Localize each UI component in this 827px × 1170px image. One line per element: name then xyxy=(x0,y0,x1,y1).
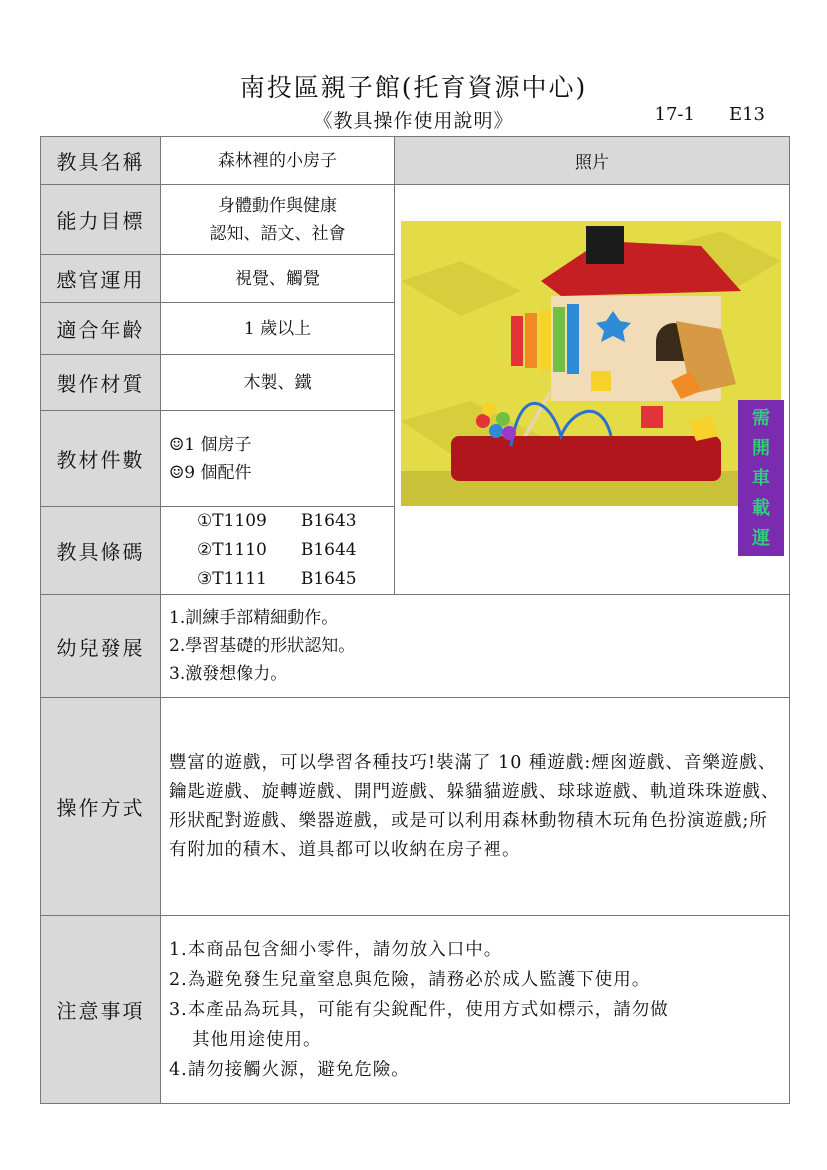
transport-char: 開 xyxy=(752,438,770,459)
sense-label: 感官運用 xyxy=(41,255,161,303)
barcode-b: B1644 xyxy=(300,540,357,560)
note-line: 4.請勿接觸火源，避免危險。 xyxy=(169,1059,410,1080)
op-value: 豐富的遊戲，可以學習各種技巧!裝滿了 10 種遊戲:煙囪遊戲、音樂遊戲、鑰匙遊戲、旋轉遊戲、開門遊戲、躲貓貓遊戲、球球遊戲、軌道珠珠遊戲、形狀配對遊戲、樂器遊戲，或是可以利用森林動物積木玩角色扮演遊戲;所有附加的積木、道具都可以收納在房子裡。 xyxy=(161,698,790,916)
instruction-table xyxy=(40,136,790,1104)
note-line: 1.本商品包含細小零件，請勿放入口中。 xyxy=(169,939,503,960)
code-left: 17-1 xyxy=(654,104,695,125)
code-right: E13 xyxy=(728,104,765,125)
photo-label: 照片 xyxy=(395,137,790,185)
dev-line: 1.訓練手部精細動作。 xyxy=(169,608,339,628)
ability-value xyxy=(161,185,395,255)
count-line: ☺1 個房子 xyxy=(169,434,252,455)
material-label: 製作材質 xyxy=(41,355,161,411)
dev-value xyxy=(161,595,790,698)
age-value: 1 歲以上 xyxy=(161,303,395,355)
note-line: 其他用途使用。 xyxy=(192,1029,322,1050)
count-label: 教材件數 xyxy=(41,411,161,507)
sense-value: 視覺、觸覺 xyxy=(161,255,395,303)
transport-char: 運 xyxy=(752,528,770,549)
name-value: 森林裡的小房子 xyxy=(161,137,395,185)
transport-char: 需 xyxy=(752,408,770,429)
transport-char: 車 xyxy=(752,468,770,489)
ability-label: 能力目標 xyxy=(41,185,161,255)
page-title: 南投區親子館(托育資源中心) xyxy=(239,73,588,102)
op-label: 操作方式 xyxy=(41,698,161,916)
toy-house-photo xyxy=(401,221,781,506)
barcode-row xyxy=(161,565,394,594)
note-line: 2.為避免發生兒童窒息與危險，請務必於成人監護下使用。 xyxy=(169,969,651,990)
note-line: 3.本產品為玩具，可能有尖銳配件，使用方式如標示，請勿做 xyxy=(169,999,669,1020)
ability-line: 認知、語文、社會 xyxy=(209,223,346,244)
name-label: 教具名稱 xyxy=(41,137,161,185)
transport-tag xyxy=(738,400,784,556)
count-line: ☺9 個配件 xyxy=(169,462,252,483)
document-code xyxy=(655,104,766,125)
dev-line: 2.學習基礎的形狀認知。 xyxy=(169,636,356,656)
toy-house-illustration xyxy=(401,221,781,506)
transport-char: 載 xyxy=(752,498,770,519)
photo-cell xyxy=(395,185,790,595)
page-subtitle: 《教具操作使用說明》 xyxy=(313,110,514,132)
age-label: 適合年齡 xyxy=(41,303,161,355)
barcode-t: ①T1109 xyxy=(197,511,267,531)
barcode-value xyxy=(161,507,395,595)
ability-line: 身體動作與健康 xyxy=(218,195,337,216)
barcode-t: ②T1110 xyxy=(197,540,267,560)
barcode-b: B1645 xyxy=(300,569,357,589)
barcode-label: 教具條碼 xyxy=(41,507,161,595)
barcode-row xyxy=(161,507,394,536)
count-value xyxy=(161,411,395,507)
material-value: 木製、鐵 xyxy=(161,355,395,411)
note-label: 注意事項 xyxy=(41,916,161,1104)
barcode-t: ③T1111 xyxy=(197,569,267,589)
note-value xyxy=(161,916,790,1104)
dev-line: 3.激發想像力。 xyxy=(169,664,288,684)
barcode-row xyxy=(161,536,394,565)
dev-label: 幼兒發展 xyxy=(41,595,161,698)
barcode-b: B1643 xyxy=(300,511,357,531)
